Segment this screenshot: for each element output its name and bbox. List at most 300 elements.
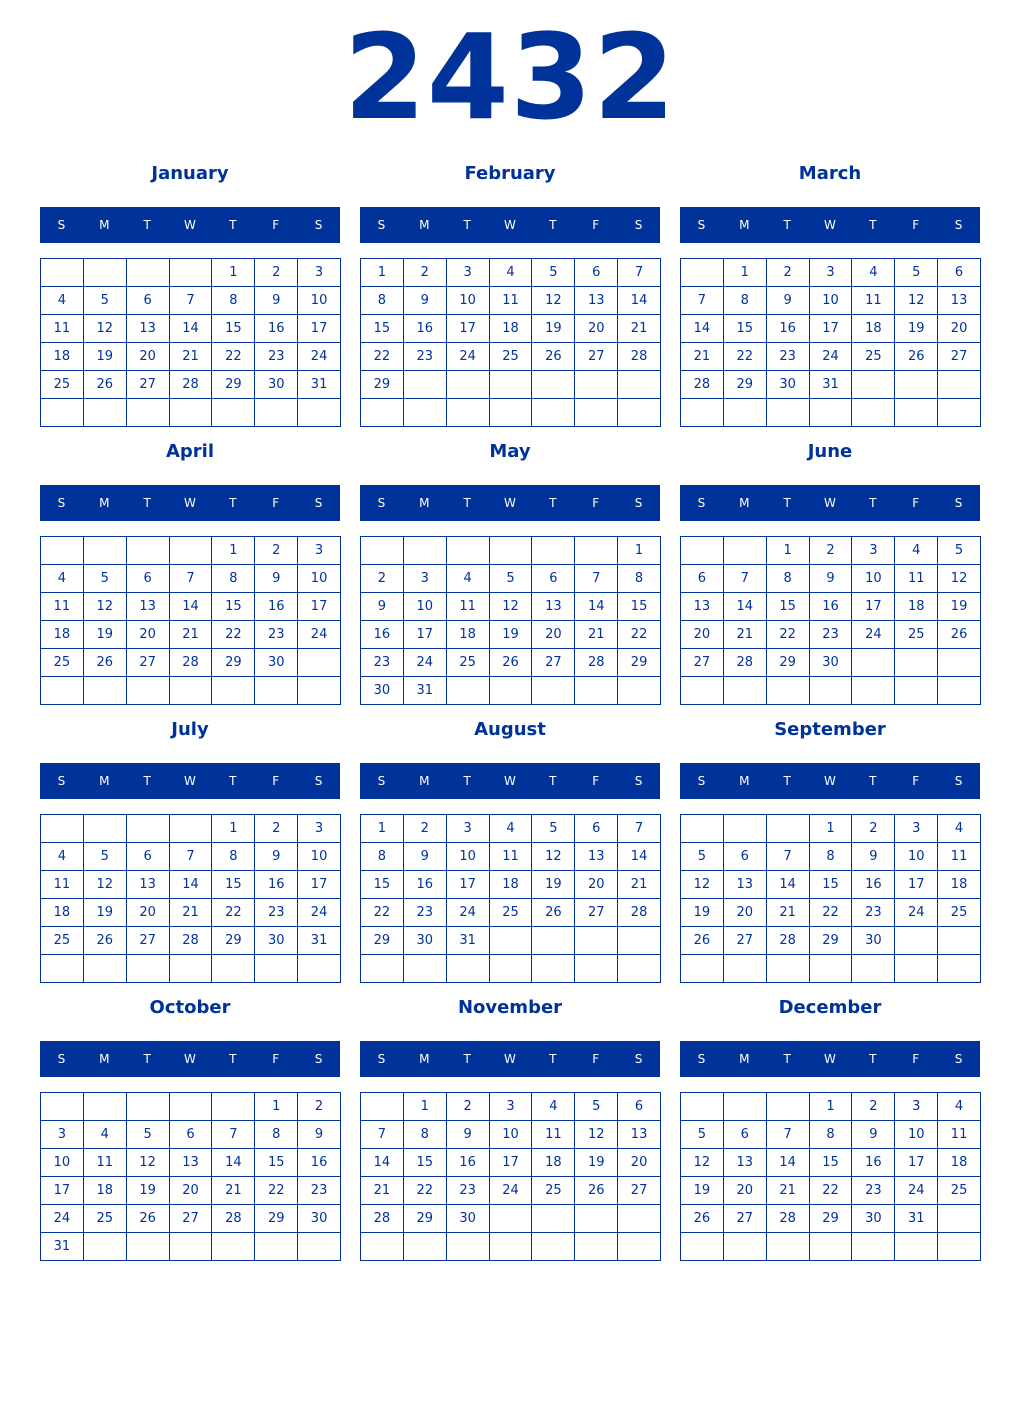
weekday-header: [680, 207, 980, 243]
day-cell: 29: [212, 927, 255, 955]
weekday-label: F: [592, 218, 600, 232]
day-cell: [127, 1093, 170, 1121]
day-cell: [84, 955, 127, 983]
day-cell: 4: [41, 565, 84, 593]
day-cell: 8: [404, 1121, 447, 1149]
day-cell: 28: [212, 1205, 255, 1233]
day-cell: 24: [447, 343, 490, 371]
day-grid: [40, 1092, 341, 1261]
day-cell: 8: [361, 843, 404, 871]
weekday-label: W: [504, 218, 516, 232]
day-cell: [895, 1233, 938, 1261]
day-cell: 23: [810, 621, 853, 649]
day-cell: 16: [852, 871, 895, 899]
day-cell: [255, 1233, 298, 1261]
day-cell: 12: [84, 871, 127, 899]
weekday-label: T: [229, 774, 237, 788]
day-cell: 27: [575, 343, 618, 371]
day-cell: 8: [618, 565, 661, 593]
weekday-label: T: [229, 496, 237, 510]
weekday-header: [360, 207, 660, 243]
weekday-label: T: [783, 774, 791, 788]
day-cell: 7: [212, 1121, 255, 1149]
day-cell: 21: [767, 899, 810, 927]
day-cell: 3: [298, 815, 341, 843]
day-cell: [404, 371, 447, 399]
day-cell: 26: [575, 1177, 618, 1205]
day-cell: 25: [938, 1177, 981, 1205]
day-cell: 23: [767, 343, 810, 371]
day-cell: 2: [767, 259, 810, 287]
day-cell: 4: [852, 259, 895, 287]
weekday-label: T: [549, 496, 557, 510]
month-calendar-january: [40, 157, 340, 435]
day-cell: 29: [724, 371, 767, 399]
day-cell: [618, 399, 661, 427]
day-cell: 4: [447, 565, 490, 593]
day-cell: 18: [84, 1177, 127, 1205]
weekday-label: F: [912, 1052, 920, 1066]
day-cell: 22: [212, 621, 255, 649]
weekday-label: T: [229, 218, 237, 232]
weekday-label: S: [314, 496, 323, 510]
weekday-label: W: [504, 774, 516, 788]
day-cell: [575, 955, 618, 983]
day-cell: [212, 677, 255, 705]
day-cell: 18: [41, 899, 84, 927]
day-cell: 3: [298, 259, 341, 287]
day-cell: 18: [41, 621, 84, 649]
day-cell: [895, 399, 938, 427]
weekday-label: T: [549, 774, 557, 788]
day-cell: 2: [255, 537, 298, 565]
day-cell: 15: [212, 871, 255, 899]
day-cell: 16: [298, 1149, 341, 1177]
day-cell: 8: [212, 287, 255, 315]
weekday-header: [40, 485, 340, 521]
day-cell: 6: [575, 259, 618, 287]
weekday-label: W: [824, 496, 836, 510]
day-cell: 5: [84, 287, 127, 315]
day-cell: 15: [810, 1149, 853, 1177]
day-cell: [724, 537, 767, 565]
weekday-label: M: [99, 774, 110, 788]
day-cell: [938, 1205, 981, 1233]
day-cell: 10: [447, 287, 490, 315]
day-cell: 23: [255, 343, 298, 371]
day-cell: [41, 955, 84, 983]
month-calendar-october: [40, 991, 340, 1269]
weekday-label: T: [549, 218, 557, 232]
day-cell: 10: [810, 287, 853, 315]
weekday-label: F: [912, 496, 920, 510]
day-cell: 3: [447, 259, 490, 287]
weekday-header: [40, 763, 340, 799]
day-cell: [575, 927, 618, 955]
day-cell: 1: [404, 1093, 447, 1121]
day-cell: [127, 677, 170, 705]
day-cell: 6: [127, 843, 170, 871]
day-cell: 12: [681, 871, 724, 899]
day-cell: [41, 399, 84, 427]
month-calendar-march: [680, 157, 980, 435]
weekday-label: M: [99, 496, 110, 510]
day-cell: 21: [170, 899, 213, 927]
day-cell: 7: [618, 259, 661, 287]
weekday-label: T: [463, 1052, 471, 1066]
day-cell: [724, 399, 767, 427]
day-grid: [680, 536, 981, 705]
day-cell: 5: [575, 1093, 618, 1121]
day-cell: 13: [938, 287, 981, 315]
day-cell: 30: [852, 1205, 895, 1233]
day-cell: 9: [404, 287, 447, 315]
day-cell: 7: [170, 565, 213, 593]
day-cell: 27: [127, 927, 170, 955]
day-cell: [127, 1233, 170, 1261]
day-cell: [127, 537, 170, 565]
day-cell: 22: [810, 1177, 853, 1205]
day-cell: [938, 927, 981, 955]
day-cell: 5: [84, 565, 127, 593]
weekday-label: S: [57, 496, 66, 510]
day-cell: 26: [532, 899, 575, 927]
day-cell: [767, 955, 810, 983]
weekday-label: M: [419, 496, 430, 510]
day-cell: [852, 955, 895, 983]
day-cell: 17: [298, 593, 341, 621]
weekday-label: F: [272, 496, 280, 510]
day-cell: 1: [212, 815, 255, 843]
day-cell: [767, 1233, 810, 1261]
day-cell: 17: [852, 593, 895, 621]
weekday-label: S: [314, 1052, 323, 1066]
day-cell: [895, 649, 938, 677]
day-cell: 8: [810, 1121, 853, 1149]
month-calendar-december: [680, 991, 980, 1269]
weekday-label: T: [783, 1052, 791, 1066]
day-cell: 5: [895, 259, 938, 287]
day-cell: 13: [127, 593, 170, 621]
day-cell: [84, 677, 127, 705]
weekday-label: T: [869, 496, 877, 510]
day-cell: [490, 927, 533, 955]
day-cell: [575, 677, 618, 705]
day-cell: [575, 371, 618, 399]
weekday-header: [40, 207, 340, 243]
months-grid: [40, 157, 980, 1269]
day-cell: 22: [618, 621, 661, 649]
day-cell: 3: [895, 1093, 938, 1121]
day-cell: [532, 537, 575, 565]
day-cell: 13: [127, 315, 170, 343]
weekday-label: T: [869, 218, 877, 232]
day-cell: 3: [852, 537, 895, 565]
day-cell: [618, 1233, 661, 1261]
day-cell: 7: [724, 565, 767, 593]
day-cell: 19: [532, 871, 575, 899]
day-cell: 9: [852, 843, 895, 871]
day-cell: [490, 677, 533, 705]
day-cell: 29: [810, 1205, 853, 1233]
day-cell: 6: [127, 287, 170, 315]
day-cell: 2: [361, 565, 404, 593]
weekday-label: F: [272, 774, 280, 788]
day-cell: 21: [767, 1177, 810, 1205]
day-cell: 31: [895, 1205, 938, 1233]
day-cell: 4: [490, 815, 533, 843]
day-cell: 12: [84, 315, 127, 343]
day-cell: 23: [361, 649, 404, 677]
day-cell: [852, 371, 895, 399]
day-cell: 20: [170, 1177, 213, 1205]
day-cell: 12: [490, 593, 533, 621]
day-cell: 18: [490, 315, 533, 343]
day-cell: [298, 955, 341, 983]
day-cell: 14: [170, 871, 213, 899]
day-cell: 22: [212, 343, 255, 371]
day-cell: 6: [618, 1093, 661, 1121]
day-cell: 24: [298, 899, 341, 927]
day-cell: [404, 955, 447, 983]
day-cell: 12: [532, 843, 575, 871]
day-cell: 17: [895, 871, 938, 899]
day-cell: [255, 955, 298, 983]
month-calendar-july: [40, 713, 340, 991]
day-cell: 3: [810, 259, 853, 287]
weekday-label: M: [419, 1052, 430, 1066]
day-cell: 9: [361, 593, 404, 621]
day-cell: 22: [212, 899, 255, 927]
day-cell: 22: [724, 343, 767, 371]
day-cell: 5: [681, 1121, 724, 1149]
day-cell: 24: [404, 649, 447, 677]
day-cell: 11: [895, 565, 938, 593]
day-cell: 2: [255, 259, 298, 287]
day-cell: [618, 371, 661, 399]
day-cell: 26: [681, 1205, 724, 1233]
day-cell: 11: [938, 1121, 981, 1149]
day-cell: 4: [532, 1093, 575, 1121]
day-cell: 21: [724, 621, 767, 649]
day-cell: 21: [170, 343, 213, 371]
day-cell: [127, 815, 170, 843]
day-cell: 23: [852, 899, 895, 927]
weekday-label: F: [272, 1052, 280, 1066]
weekday-label: F: [592, 774, 600, 788]
day-cell: [532, 371, 575, 399]
day-cell: 9: [447, 1121, 490, 1149]
day-cell: [681, 955, 724, 983]
day-cell: [298, 649, 341, 677]
day-cell: [724, 677, 767, 705]
day-cell: 23: [255, 621, 298, 649]
day-cell: 11: [852, 287, 895, 315]
day-cell: 5: [681, 843, 724, 871]
weekday-label: T: [869, 774, 877, 788]
day-cell: 28: [681, 371, 724, 399]
day-cell: [41, 259, 84, 287]
day-cell: 29: [618, 649, 661, 677]
weekday-label: S: [57, 1052, 66, 1066]
day-cell: 26: [84, 649, 127, 677]
day-cell: [532, 955, 575, 983]
day-cell: 10: [298, 565, 341, 593]
day-cell: 2: [255, 815, 298, 843]
day-cell: 6: [532, 565, 575, 593]
day-cell: 6: [170, 1121, 213, 1149]
day-cell: 12: [895, 287, 938, 315]
day-grid: [680, 258, 981, 427]
day-cell: [298, 399, 341, 427]
day-cell: 22: [361, 343, 404, 371]
day-cell: 25: [532, 1177, 575, 1205]
day-cell: [490, 537, 533, 565]
weekday-label: F: [592, 496, 600, 510]
day-cell: 27: [127, 371, 170, 399]
day-cell: 8: [810, 843, 853, 871]
day-cell: 18: [895, 593, 938, 621]
day-cell: 2: [447, 1093, 490, 1121]
weekday-label: W: [504, 496, 516, 510]
weekday-header: [680, 1041, 980, 1077]
day-grid: [40, 258, 341, 427]
day-cell: [767, 677, 810, 705]
day-cell: 14: [361, 1149, 404, 1177]
day-cell: [810, 399, 853, 427]
weekday-header: [680, 763, 980, 799]
day-cell: 22: [810, 899, 853, 927]
day-cell: 23: [852, 1177, 895, 1205]
day-cell: 12: [938, 565, 981, 593]
day-cell: 18: [938, 1149, 981, 1177]
day-cell: 24: [41, 1205, 84, 1233]
weekday-header: [40, 1041, 340, 1077]
day-cell: [938, 1233, 981, 1261]
day-cell: 1: [618, 537, 661, 565]
day-cell: 19: [84, 621, 127, 649]
day-cell: 5: [532, 259, 575, 287]
day-cell: [767, 399, 810, 427]
day-cell: 25: [447, 649, 490, 677]
weekday-label: T: [463, 218, 471, 232]
day-cell: 8: [724, 287, 767, 315]
weekday-label: T: [143, 774, 151, 788]
day-cell: [447, 537, 490, 565]
day-cell: 11: [938, 843, 981, 871]
day-cell: 15: [212, 593, 255, 621]
weekday-label: W: [504, 1052, 516, 1066]
day-cell: [681, 1093, 724, 1121]
day-cell: 14: [170, 315, 213, 343]
day-cell: 19: [681, 899, 724, 927]
weekday-label: S: [634, 496, 643, 510]
day-cell: 30: [447, 1205, 490, 1233]
day-cell: 20: [127, 621, 170, 649]
day-cell: 16: [852, 1149, 895, 1177]
day-cell: [84, 537, 127, 565]
day-cell: [532, 677, 575, 705]
day-cell: 29: [255, 1205, 298, 1233]
day-cell: 10: [852, 565, 895, 593]
month-name: December: [778, 997, 882, 1018]
day-cell: 26: [532, 343, 575, 371]
day-cell: 25: [41, 371, 84, 399]
day-cell: 20: [724, 899, 767, 927]
weekday-header: [680, 485, 980, 521]
day-cell: 17: [490, 1149, 533, 1177]
day-cell: 28: [170, 371, 213, 399]
day-cell: 16: [255, 871, 298, 899]
weekday-label: S: [314, 774, 323, 788]
day-cell: 29: [767, 649, 810, 677]
month-name: March: [798, 163, 862, 184]
day-cell: [681, 259, 724, 287]
day-cell: 20: [127, 899, 170, 927]
day-cell: 14: [575, 593, 618, 621]
day-cell: 17: [298, 315, 341, 343]
day-cell: [681, 815, 724, 843]
day-cell: 26: [490, 649, 533, 677]
day-cell: 1: [255, 1093, 298, 1121]
day-cell: 9: [255, 843, 298, 871]
day-cell: 28: [170, 927, 213, 955]
day-cell: 31: [404, 677, 447, 705]
day-cell: 19: [127, 1177, 170, 1205]
day-cell: 16: [447, 1149, 490, 1177]
day-cell: [212, 1233, 255, 1261]
day-cell: 14: [681, 315, 724, 343]
month-name: September: [774, 719, 886, 740]
day-cell: 2: [852, 815, 895, 843]
day-cell: [575, 1205, 618, 1233]
weekday-label: F: [272, 218, 280, 232]
day-cell: 3: [404, 565, 447, 593]
day-cell: [810, 955, 853, 983]
day-cell: 26: [127, 1205, 170, 1233]
day-cell: 29: [361, 371, 404, 399]
day-cell: 27: [575, 899, 618, 927]
day-cell: [41, 677, 84, 705]
day-cell: 11: [490, 843, 533, 871]
day-cell: 20: [681, 621, 724, 649]
weekday-label: M: [739, 1052, 750, 1066]
day-cell: 19: [84, 343, 127, 371]
day-cell: 7: [575, 565, 618, 593]
day-cell: 28: [767, 927, 810, 955]
month-name: January: [151, 163, 229, 184]
day-cell: 13: [575, 843, 618, 871]
day-cell: 18: [41, 343, 84, 371]
weekday-label: T: [229, 1052, 237, 1066]
month-name: August: [474, 719, 546, 740]
day-cell: 17: [447, 315, 490, 343]
day-cell: 23: [404, 343, 447, 371]
day-cell: 30: [255, 927, 298, 955]
month-name: February: [464, 163, 556, 184]
day-cell: 8: [212, 843, 255, 871]
day-cell: [938, 399, 981, 427]
day-cell: [404, 537, 447, 565]
day-cell: 13: [681, 593, 724, 621]
weekday-label: S: [697, 774, 706, 788]
day-cell: [84, 259, 127, 287]
day-cell: 18: [532, 1149, 575, 1177]
day-cell: [575, 1233, 618, 1261]
day-cell: 18: [447, 621, 490, 649]
day-cell: 8: [255, 1121, 298, 1149]
day-cell: 30: [255, 649, 298, 677]
